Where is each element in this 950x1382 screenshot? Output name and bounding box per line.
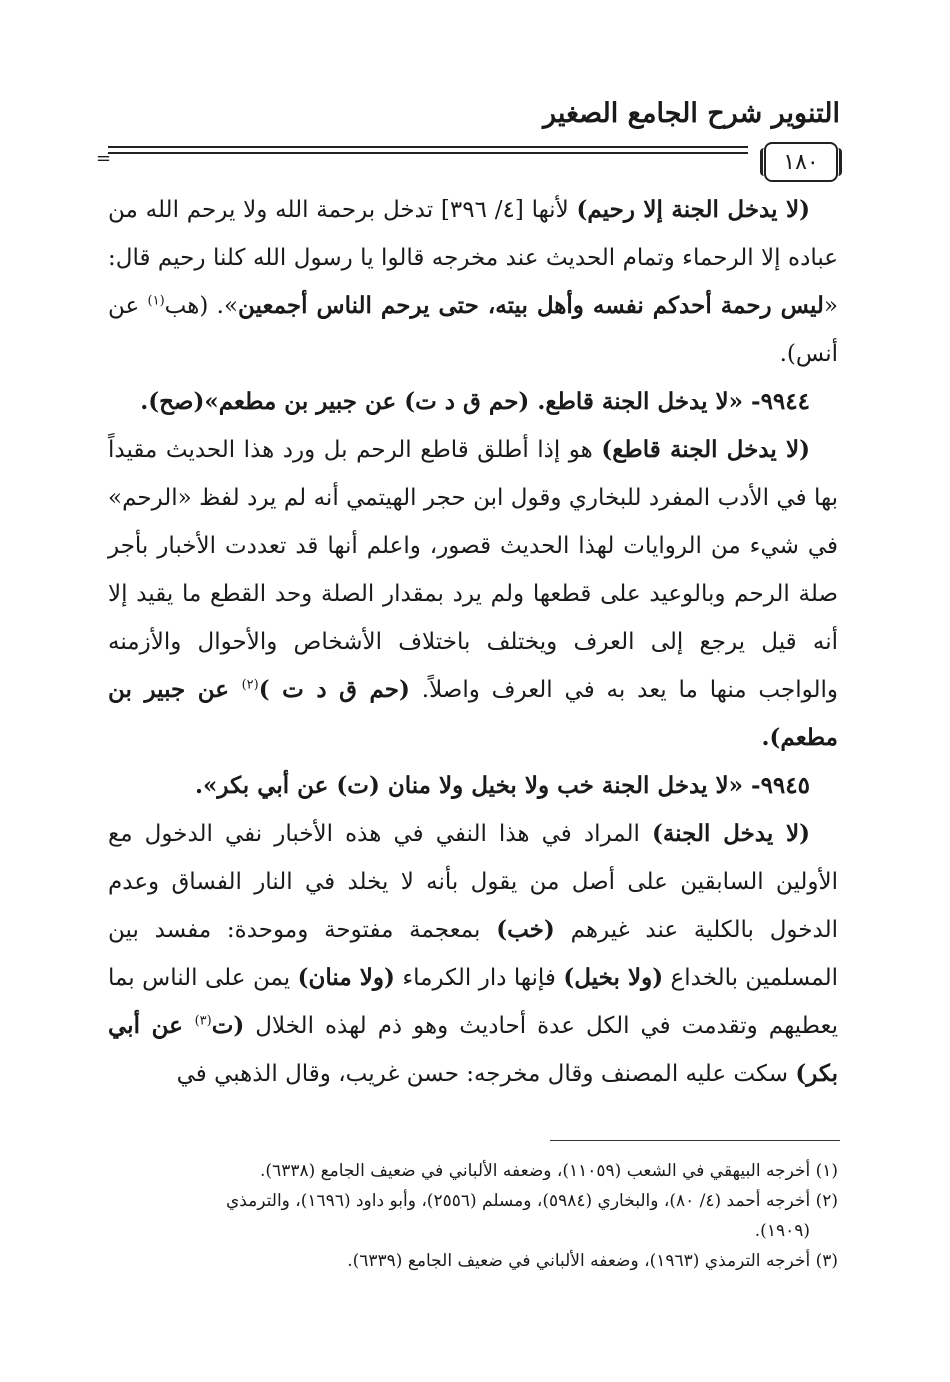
rule-line-bottom <box>108 152 748 154</box>
side-mark: = <box>96 148 112 169</box>
hadith-9945: ٩٩٤٥- «لا يدخل الجنة خب ولا بخيل ولا منان (ت) عن أبي بكر». <box>195 772 810 799</box>
footnotes <box>108 1156 838 1276</box>
rule-line-top <box>108 146 748 148</box>
footnote-2-continued: (١٩٠٩). <box>754 1221 810 1241</box>
paragraph-1: (لا يدخل الجنة إلا رحيم) لأنها [٤/ ٣٩٦] تدخل برحمة الله ولا يرحم الله من عباده إلا الرحماء وتمام الحديث عند مخرجه قالوا يا رسول الله كلنا رحيم قال: «ليس رحمة أحدكم نفسه وأهل بيته، حتى يرحم الناس أجمعين». (هب$^{(١)}$ عن أنس). <box>108 196 838 367</box>
running-title: التنوير شرح الجامع الصغير <box>543 98 840 129</box>
paragraph-2: (لا يدخل الجنة قاطع) هو إذا أطلق قاطع الرحم بل ورد هذا الحديث مقيداً بها في الأدب المفرد للبخاري وقول ابن حجر الهيتمي أنه لم يرد لفظ «الرحم» في شيء من الروايات لهذا الحديث قصور، واعلم أنها قد تعددت الأخبار بأجر صلة الرحم وبالوعيد على قطعها ولم يرد بمقدار الصلة وحد القطع ما يقيد إلا أنه قيل يرجع إلى العرف ويختلف باختلاف الأشخاص والأحوال والأزمنه والواجب منها ما يعد به في العرف واصلاً. (حم ق د ت )$^{(٢)}$ عن جبير بن مطعم). <box>108 436 839 751</box>
footnote-ref-3: (٣) <box>194 1013 212 1029</box>
footnote-separator <box>550 1140 840 1141</box>
header-rule <box>96 142 838 182</box>
footnote-ref-1: (١) <box>147 293 165 309</box>
footnote-2: (٢) أخرجه أحمد (٤/ ٨٠)، والبخاري (٥٩٨٤)، ومسلم (٢٥٥٦)، وأبو داود (١٦٩٦)، والترمذي <box>225 1191 838 1211</box>
page-number: ١٨٠ <box>764 142 838 182</box>
footnote-3: (٣) أخرجه الترمذي (١٩٦٣)، وضعفه الألباني في ضعيف الجامع (٦٣٣٩). <box>347 1251 838 1271</box>
footnote-ref-2: (٢) <box>241 677 259 693</box>
hadith-9944: ٩٩٤٤- «لا يدخل الجنة قاطع. (حم ق د ت) عن جبير بن مطعم»(صح). <box>140 388 810 415</box>
paragraph-3: (لا يدخل الجنة) المراد في هذا النفي في هذه الأخبار نفي الدخول مع الأولين السابقين على أصل من يقول بأنه لا يخلد في النار الفساق وعدم الدخول بالكلية عند غيرهم (خب) بمعجمة مفتوحة وموحدة: مفسد بين المسلمين بالخداع (ولا بخيل) فإنها دار الكرماء (ولا منان) يمن على الناس بما يعطيهم وتقدمت في الكل عدة أحاديث وهو ذم لهذه الخلال (ت$^{(٣)}$ عن أبي بكر) سكت عليه المصنف وقال مخرجه: حسن غريب، وقال الذهبي في <box>108 820 838 1087</box>
main-text <box>108 186 838 1098</box>
footnote-1: (١) أخرجه البيهقي في الشعب (١١٠٥٩)، وضعفه الألباني في ضعيف الجامع (٦٣٣٨). <box>260 1161 838 1181</box>
